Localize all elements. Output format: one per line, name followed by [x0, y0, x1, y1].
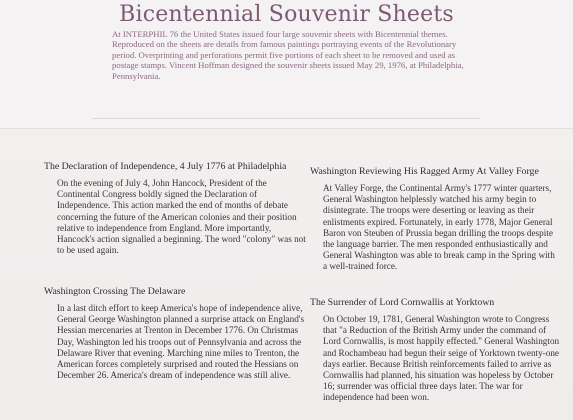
section-valley-forge [310, 166, 560, 273]
fold-line [92, 118, 480, 137]
section-body: At Valley Forge, the Continental Army's 1777 winter quarters, General Washington helplessly watched his army begin to disintegrate. The troops were deserting or leaving as their enlistments expired. Fortunately, in early 1778, Major General Baron von Steuben of Prussia began drilling the troops despite the language barrier. The men responded enthusiastically and General Washington was able to break camp in the Spring with a well-trained force. [323, 183, 555, 272]
section-heading: Washington Crossing The Delaware [44, 286, 186, 297]
intro-paragraph: At INTERPHIL 76 the United States issued four large souvenir sheets with Bicentennial themes. Reproduced on the sheets are details from famous paintings portraying events of the Revolutionary period. Overprinting and perforations permit five portions of each sheet to be removed and used as postage stamps. Vincent Hoffman designed the souvenir sheets issued May 29, 1976, at Philadelphia, Pennsylvania. [112, 29, 464, 81]
header-banner [0, 0, 573, 129]
section-heading: The Surrender of Lord Cornwallis at Yorktown [310, 297, 495, 308]
section-declaration [44, 161, 306, 256]
section-body: In a last ditch effort to keep America's hope of independence alive, General George Washington planned a surprise attack on England's Hessian mercenaries at Trenton in December 1776. On Christmas Day, Washington led his troops out of Pennsylvania and across the Delaware River that evening. Marching nine miles to Trenton, the American forces completely surprised and routed the Hessians on December 26. America's dream of independence was still alive. [57, 303, 305, 381]
section-heading: The Declaration of Independence, 4 July 1776 at Philadelphia [44, 161, 287, 172]
section-delaware [44, 286, 306, 381]
page-title: Bicentennial Souvenir Sheets [119, 2, 454, 27]
section-body: On the evening of July 4, John Hancock, President of the Continental Congress boldly signed the Declaration of Independence. This action marked the end of months of debate concerning the future of the American colonies and their position relative to independence from England. More importantly, Hancock's action signalled a beginning. The word "colony" was not to be used again. [57, 178, 306, 256]
section-body: On October 19, 1781, General Washington wrote to Congress that "a Reduction of the British Army under the command of Lord Cornwallis, is most happily effected." General Washington and Rochambeau had begun their seige of Yorktown twenty-one days earlier. Because British reinforcements failed to arrive as Cornwallis had planned, his situation was hopeless by October 16; surrender was official three days later. The war for independence had been won. [323, 314, 560, 403]
section-heading: Washington Reviewing His Ragged Army At Valley Forge [310, 166, 539, 177]
section-yorktown [310, 297, 560, 404]
